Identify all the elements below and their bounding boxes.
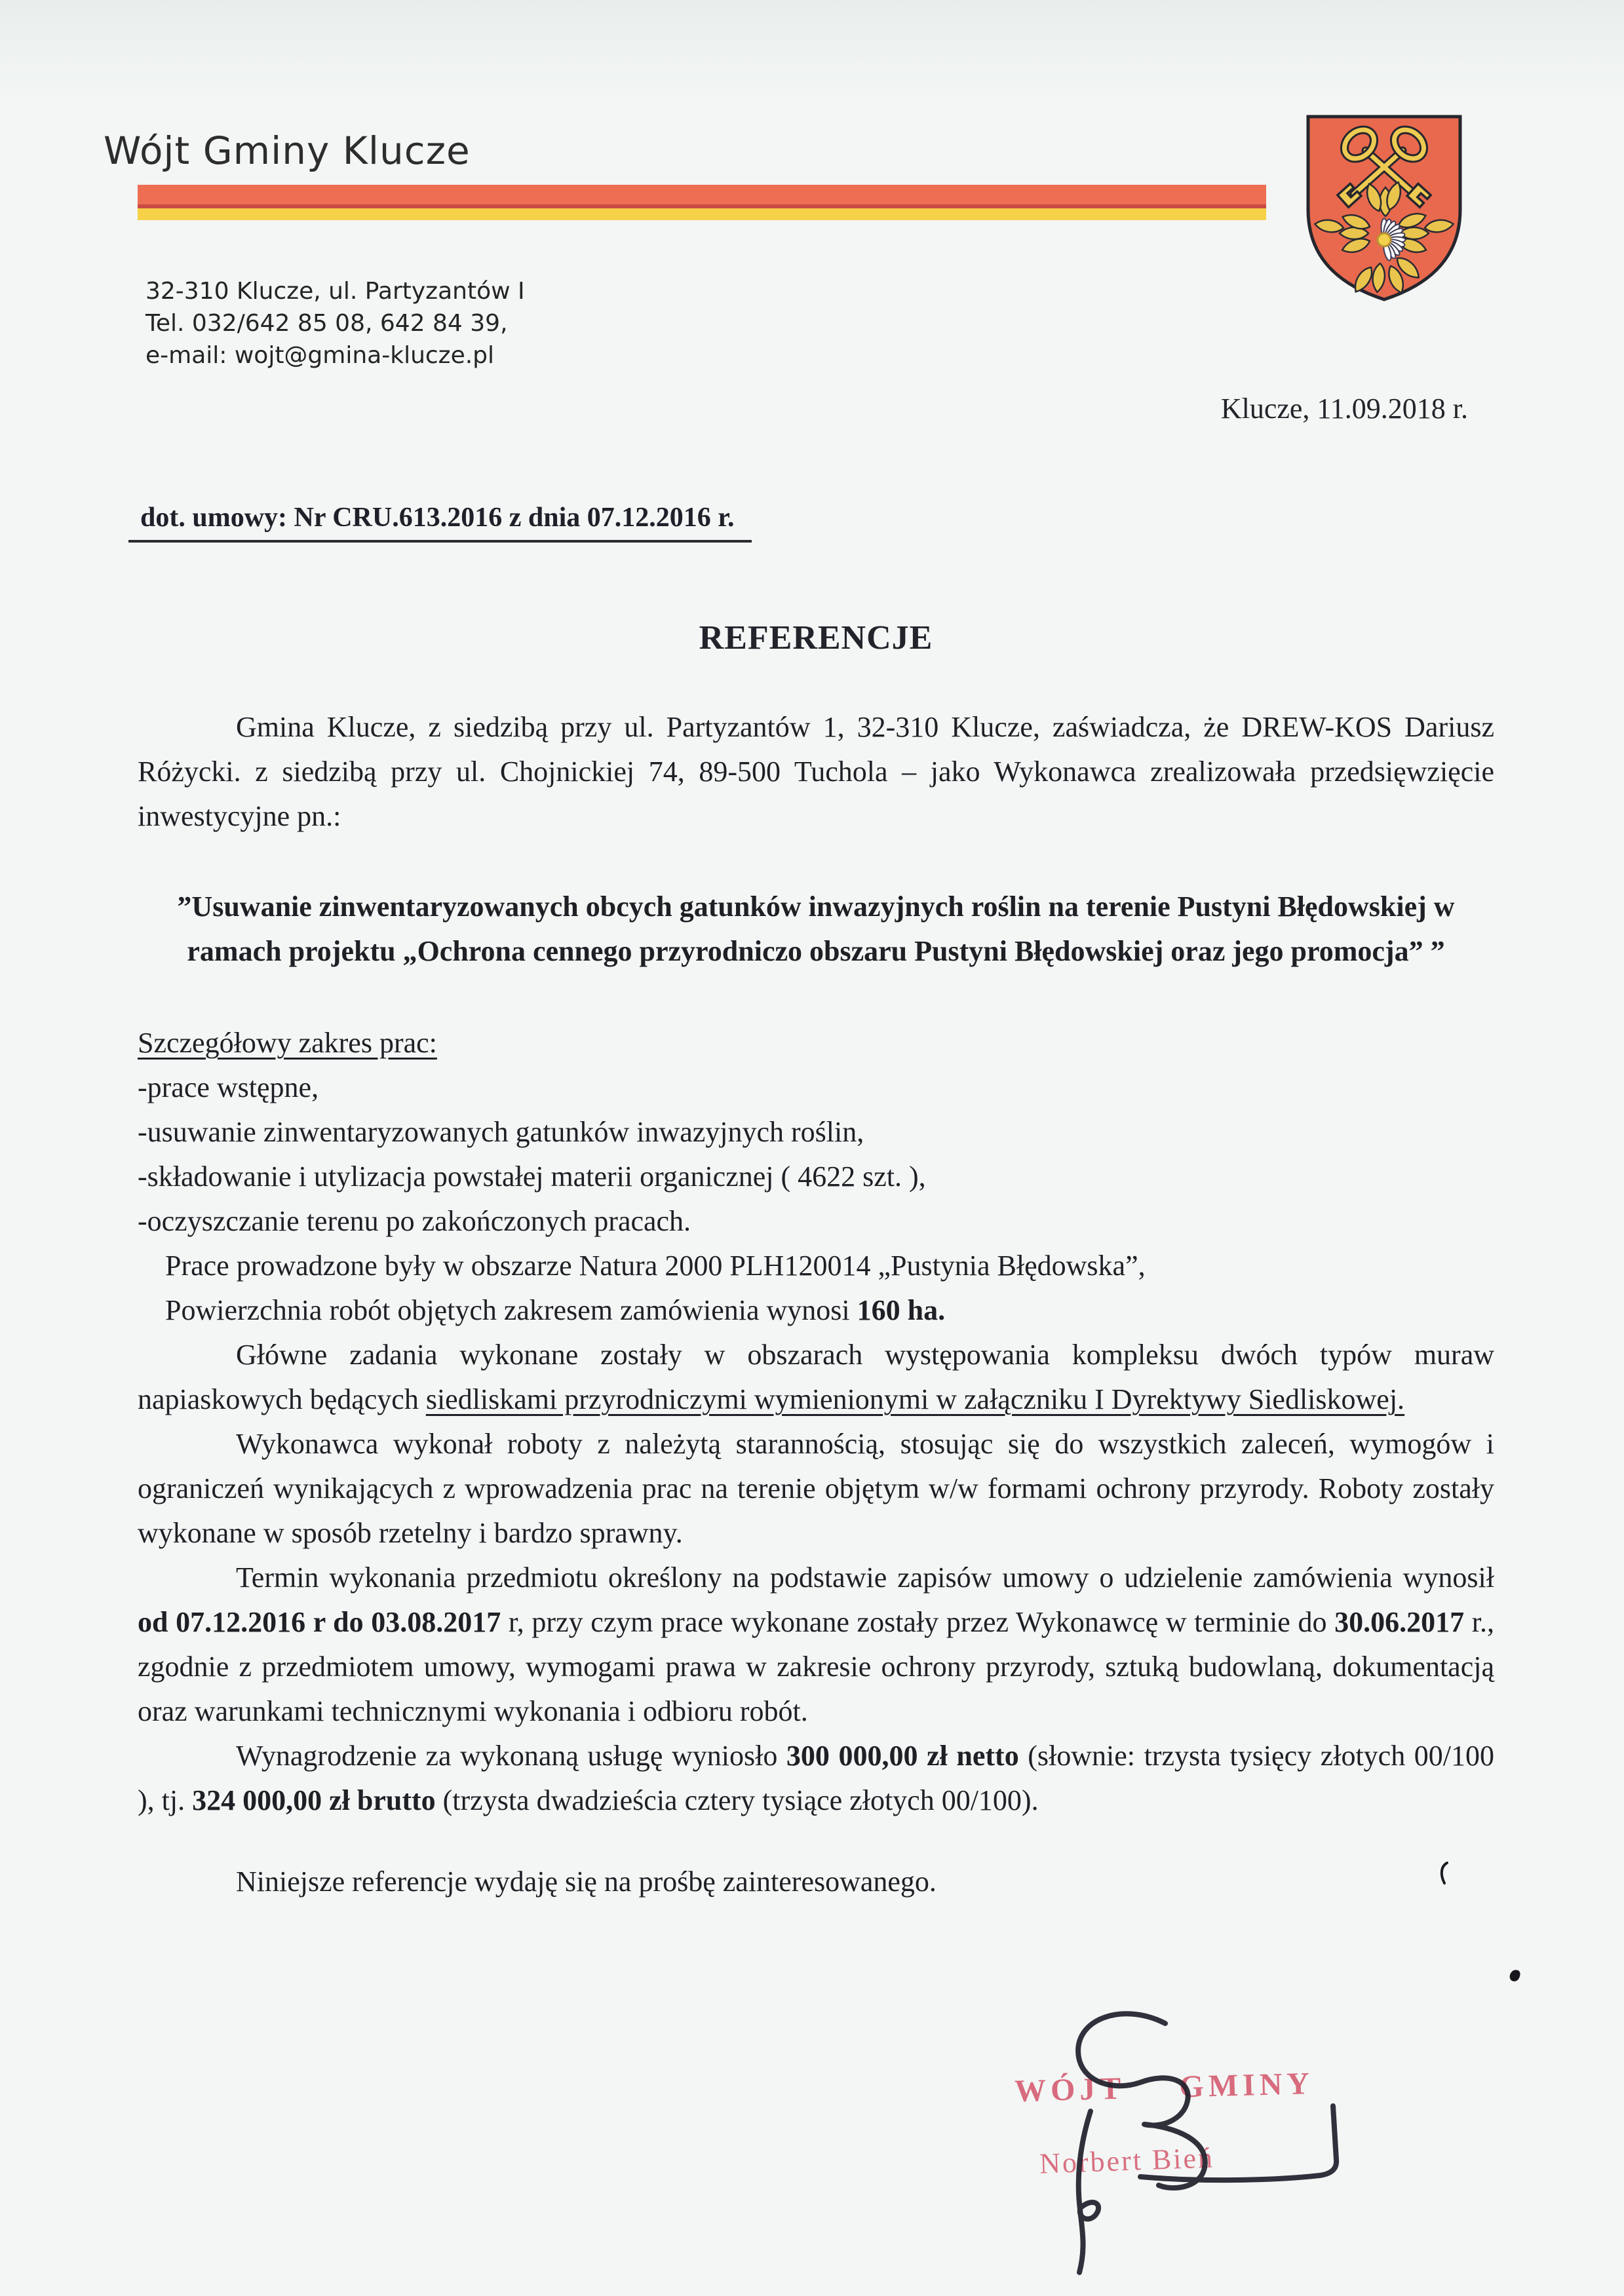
subject-line: [128, 502, 752, 543]
handwritten-signature-icon: [944, 2000, 1416, 2288]
ink-dot-mark: [1509, 1968, 1521, 1982]
para-scope-heading: [138, 1021, 1494, 1065]
para-intro: [138, 705, 1494, 839]
letterhead-divider-bars: [138, 185, 1266, 220]
address-line: 32-310 Klucze, ul. Partyzantów I: [145, 278, 525, 305]
para-project-title-segment: ”Usuwanie zinwentaryzowanych obcych gatunków inwazyjnych roślin na terenie Pustyni Błędowskiej w ramach projektu „Ochrona cennego przyrodniczo obszaru Pustyni Błędowskiej oraz jego promocja” ”: [177, 890, 1455, 967]
stamp-name: Norbert Bień: [1039, 2141, 1215, 2180]
flower-center: [1378, 233, 1391, 246]
para-scope-heading-segment: Szczegółowy zakres prac:: [138, 1027, 437, 1059]
para-term-segment: r., zgodnie z przedmiotem umowy, wymogami prawa w zakresie ochrony przyrody, sztuką budowlaną, dokumentacją oraz warunkami technicznymi wykonania i odbioru robót.: [138, 1606, 1494, 1727]
para-scope-item-4: [138, 1199, 1494, 1244]
para-payment-segment: Wynagrodzenie za wykonaną usługę wyniosło: [236, 1740, 786, 1772]
ink-curl-mark: [1438, 1861, 1452, 1886]
para-term-segment: 30.06.2017: [1334, 1606, 1465, 1638]
para-payment: [138, 1734, 1494, 1823]
address-line: Tel. 032/642 85 08, 642 84 39,: [145, 310, 508, 337]
divider-bar-yellow: [138, 208, 1266, 220]
para-payment-segment: (trzysta dwadzieścia cztery tysiące złotych 00/100).: [435, 1784, 1039, 1816]
para-scope-item-1: [138, 1065, 1494, 1110]
para-area-segment: Powierzchnia robót objętych zakresem zamówienia wynosi: [165, 1294, 857, 1326]
divider-bar-orange: [138, 185, 1266, 204]
para-area-segment: 160 ha.: [857, 1294, 946, 1326]
para-area: [138, 1288, 1494, 1333]
subject-line-text: dot. umowy: Nr CRU.613.2016 z dnia 07.12.2016 r.: [128, 502, 752, 543]
para-closing: [138, 1860, 1494, 1904]
para-term: [138, 1556, 1494, 1734]
para-scope-item-4-segment: -oczyszczanie terenu po zakończonych pracach.: [138, 1205, 691, 1237]
para-scope-item-3-segment: -składowanie i utylizacja powstałej materii organicznej ( 4622 szt. ),: [138, 1160, 926, 1193]
para-closing-segment: Niniejsze referencje wydaję się na prośbę zainteresowanego.: [236, 1866, 937, 1898]
para-payment-segment: 324 000,00 zł brutto: [192, 1784, 436, 1816]
para-natura-segment: Prace prowadzone były w obszarze Natura 2000 PLH120014 „Pustynia Błędowska”,: [165, 1250, 1146, 1282]
letterhead-address: [145, 275, 525, 372]
para-main-tasks-segment: siedliskami przyrodniczymi wymienionymi w załączniku I Dyrektywy Siedliskowej.: [425, 1383, 1405, 1415]
para-term-segment: Termin wykonania przedmiotu określony na podstawie zapisów umowy o udzielenie zamówienia wynosił: [236, 1561, 1494, 1594]
para-natura: [138, 1244, 1494, 1288]
body-paragraphs: [138, 705, 1494, 1904]
address-line: e-mail: wojt@gmina-klucze.pl: [145, 342, 495, 369]
document-heading: REFERENCJE: [699, 619, 933, 657]
stamp-title: WÓJT GMINY: [1014, 2066, 1315, 2109]
date-line: Klucze, 11.09.2018 r.: [1220, 392, 1468, 425]
coat-of-arms-icon: [1302, 111, 1467, 305]
para-project-title: [138, 885, 1494, 974]
para-main-tasks-segment: Główne zadania wykonane zostały w obszarach występowania kompleksu dwóch typów muraw napiaskowych będących: [138, 1339, 1494, 1415]
para-scope-item-2-segment: -usuwanie zinwentaryzowanych gatunków inwazyjnych roślin,: [138, 1116, 864, 1148]
para-payment-segment: 300 000,00 zł netto: [786, 1740, 1019, 1772]
para-term-segment: od 07.12.2016 r do 03.08.2017: [138, 1606, 501, 1638]
para-main-tasks: [138, 1333, 1494, 1422]
para-scope-item-2: [138, 1110, 1494, 1155]
para-term-segment: r, przy czym prace wykonane zostały przez Wykonawcę w terminie do: [501, 1606, 1335, 1638]
scan-top-shading: [0, 0, 1624, 105]
para-quality: [138, 1422, 1494, 1556]
para-intro-segment: Gmina Klucze, z siedzibą przy ul. Partyzantów 1, 32-310 Klucze, zaświadcza, że DREW-KOS Dariusz Różycki. z siedzibą przy ul. Chojnickiej 74, 89-500 Tuchola – jako Wykonawca zrealizowała przedsięwzięcie inwestycyjne pn.:: [138, 711, 1494, 832]
para-scope-item-1-segment: -prace wstępne,: [138, 1071, 319, 1103]
letterhead-title: Wójt Gminy Klucze: [104, 128, 471, 173]
para-scope-item-3: [138, 1155, 1494, 1199]
para-quality-segment: Wykonawca wykonał roboty z należytą starannością, stosując się do wszystkich zaleceń, wymogów i ograniczeń wynikających z wprowadzenia prac na terenie objętym w/w formami ochrony przyrody. Roboty zostały wykonane w sposób rzetelny i bardzo sprawny.: [138, 1428, 1494, 1549]
para-payment-segment: (słownie: trzysta tysięcy złotych 00/100 ), tj.: [138, 1740, 1495, 1816]
